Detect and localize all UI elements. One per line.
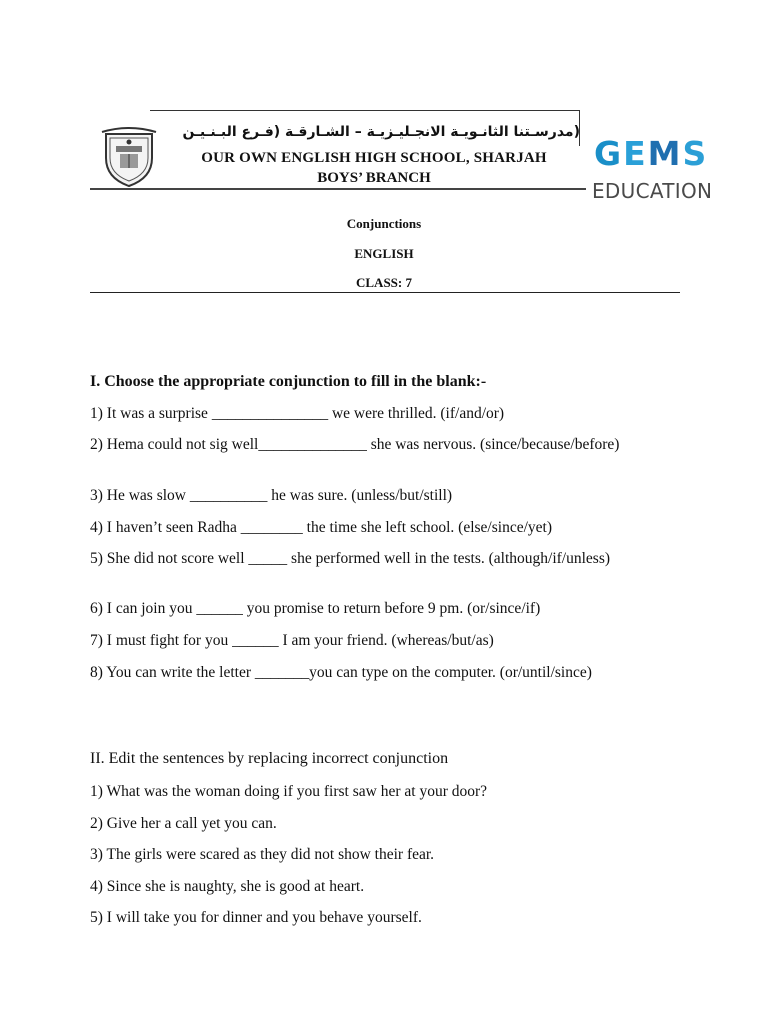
worksheet-subject: ENGLISH (354, 246, 414, 261)
list-item: 4) Since she is naughty, she is good at heart. (90, 878, 365, 895)
worksheet-class: CLASS: 7 (356, 275, 412, 290)
list-item: 2) Hema could not sig well______________ she was nervous. (since/because/before) (90, 436, 620, 453)
list-item: 3) He was slow __________ he was sure. (unless/but/still) (90, 487, 453, 504)
list-item: 5) She did not score well _____ she performed well in the tests. (although/if/unless) (90, 550, 611, 567)
section-2-heading: II. Edit the sentences by replacing incorrect conjunction (90, 750, 449, 767)
section-1-heading: I. Choose the appropriate conjunction to fill in the blank:- (90, 373, 487, 390)
list-item: 7) I must fight for you ______ I am your friend. (whereas/but/as) (90, 632, 494, 649)
school-name-arabic: (مدرسـتنا الثانـويـة الانجـليـزيـة – الشـارقـة (فـرع البـنـيـن (182, 124, 580, 140)
list-item: 1) What was the woman doing if you first saw her at your door? (90, 783, 488, 800)
gems-letter-g: G (594, 134, 622, 173)
list-item: 3) The girls were scared as they did not show their fear. (90, 846, 435, 863)
gems-logo-word (594, 136, 706, 172)
banner-bottom-rule (90, 188, 586, 190)
gems-letter-s: S (682, 134, 707, 173)
list-item: 6) I can join you ______ you promise to return before 9 pm. (or/since/if) (90, 600, 541, 617)
worksheet-title: Conjunctions (346, 216, 422, 231)
list-item: 2) Give her a call yet you can. (90, 815, 277, 832)
gems-education-logo (592, 134, 713, 208)
gems-letter-e: E (623, 134, 646, 173)
title-divider (90, 292, 680, 293)
banner-top-rule (150, 110, 580, 111)
school-banner (90, 110, 586, 192)
gems-letter-m: M (647, 134, 681, 173)
list-item: 8) You can write the letter _______you can type on the computer. (or/until/since) (90, 664, 592, 681)
list-item: 5) I will take you for dinner and you behave yourself. (90, 909, 422, 926)
list-item: 4) I haven’t seen Radha ________ the time she left school. (else/since/yet) (90, 519, 552, 536)
school-name: OUR OWN ENGLISH HIGH SCHOOL, SHARJAH (201, 150, 547, 166)
school-branch: BOYS’ BRANCH (317, 170, 431, 186)
gems-logo-subtext: EDUCATION (592, 179, 713, 203)
list-item: 1) It was a surprise _______________ we were thrilled. (if/and/or) (90, 405, 505, 422)
